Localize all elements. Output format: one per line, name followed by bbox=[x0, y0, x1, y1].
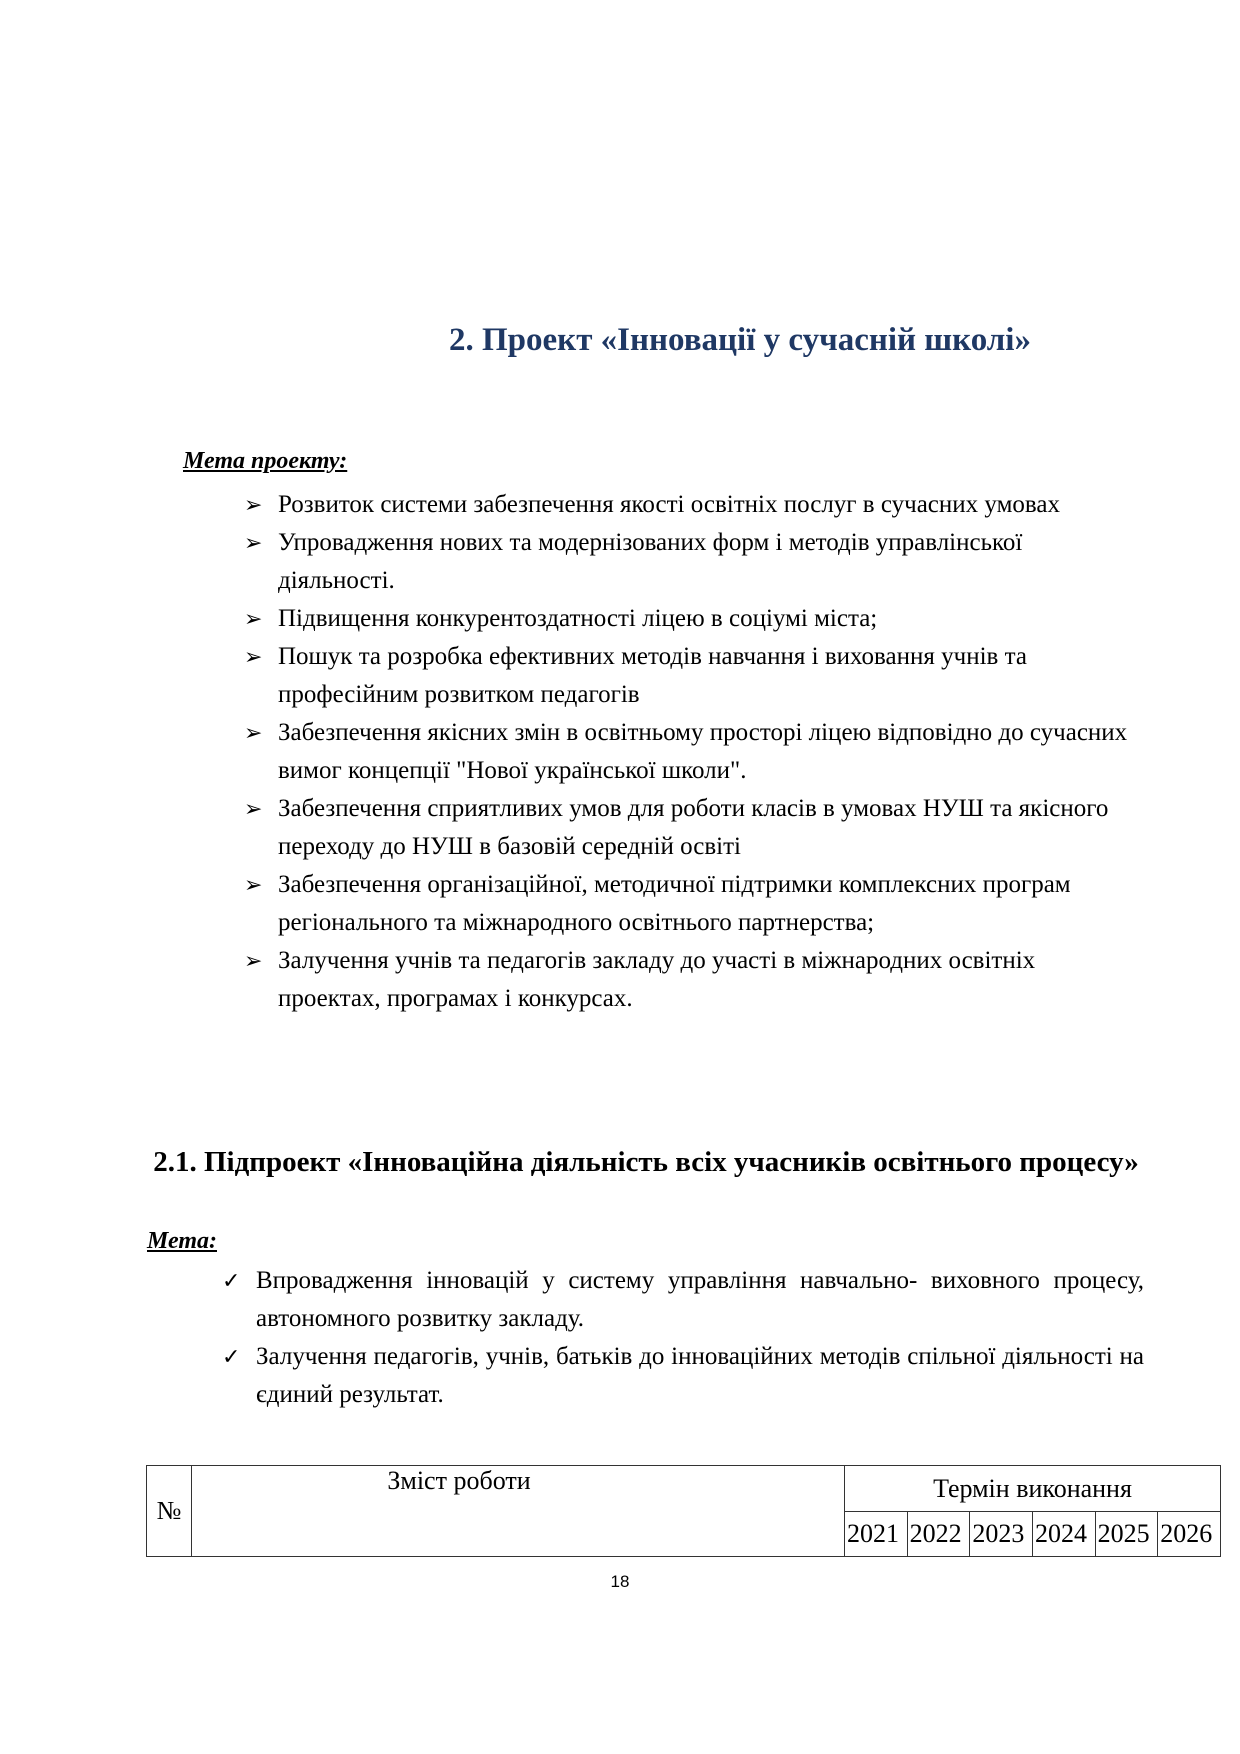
column-header-number: № bbox=[147, 1466, 192, 1557]
section-goal-label: Мета проекту: bbox=[183, 448, 348, 474]
goal-item: ➢ Підвищення конкурентоздатності ліцею в соціумі міста; bbox=[244, 600, 1144, 638]
goal-item: ✓ Впровадження інновацій у систему управління навчально- виховного процесу, автономного розвитку закладу. bbox=[222, 1262, 1144, 1338]
goal-item: ➢ Розвиток системи забезпечення якості освітніх послуг в сучасних умовах bbox=[244, 486, 1144, 524]
goal-item: ✓ Залучення педагогів, учнів, батьків до інноваційних методів спільної діяльності на єдиний результат. bbox=[222, 1338, 1144, 1414]
goal-item: ➢ Забезпечення організаційної, методичної підтримки комплексних програм регіонального та міжнародного освітнього партнерства; bbox=[244, 866, 1144, 942]
arrowhead-bullet-icon: ➢ bbox=[244, 492, 263, 517]
page-number: 18 bbox=[610, 1572, 630, 1591]
subsection-goals-list bbox=[222, 1262, 1144, 1414]
year-cell: 2026 bbox=[1158, 1512, 1221, 1557]
arrowhead-bullet-icon: ➢ bbox=[244, 948, 263, 973]
goal-item: ➢ Забезпечення сприятливих умов для роботи класів в умовах НУШ та якісного переходу до НУШ в базовій середній освіті bbox=[244, 790, 1144, 866]
column-header-term: Термін виконання bbox=[845, 1466, 1221, 1512]
arrowhead-bullet-icon: ➢ bbox=[244, 796, 263, 821]
column-header-content: Зміст роботи bbox=[192, 1466, 845, 1557]
arrowhead-bullet-icon: ➢ bbox=[244, 720, 263, 745]
work-plan-table bbox=[146, 1465, 1221, 1557]
arrowhead-bullet-icon: ➢ bbox=[244, 644, 263, 669]
goal-item: ➢ Залучення учнів та педагогів закладу до участі в міжнародних освітніх проектах, програмах і конкурсах. bbox=[244, 942, 1144, 1018]
year-cell: 2025 bbox=[1095, 1512, 1158, 1557]
arrowhead-bullet-icon: ➢ bbox=[244, 530, 263, 555]
section-title: 2. Проект «Інновації у сучасній школі» bbox=[449, 322, 1031, 358]
goal-item: ➢ Упровадження нових та модернізованих форм і методів управлінської діяльності. bbox=[244, 524, 1144, 600]
subsection-title: 2.1. Підпроект «Інноваційна діяльність всіх учасників освітнього процесу» bbox=[153, 1146, 1139, 1178]
goal-item: ➢ Забезпечення якісних змін в освітньому просторі ліцею відповідно до сучасних вимог концепції "Нової української школи". bbox=[244, 714, 1144, 790]
goal-item: ➢ Пошук та розробка ефективних методів навчання і виховання учнів та професійним розвитком педагогів bbox=[244, 638, 1144, 714]
section-goals-list bbox=[244, 486, 1144, 1018]
table-header-row bbox=[147, 1466, 1221, 1512]
year-cell: 2023 bbox=[970, 1512, 1033, 1557]
year-cell: 2024 bbox=[1032, 1512, 1095, 1557]
arrowhead-bullet-icon: ➢ bbox=[244, 872, 263, 897]
year-cell: 2022 bbox=[907, 1512, 970, 1557]
arrowhead-bullet-icon: ➢ bbox=[244, 606, 263, 631]
subsection-goal-label: Мета: bbox=[147, 1228, 217, 1254]
checkmark-bullet-icon: ✓ bbox=[222, 1344, 241, 1369]
year-cell: 2021 bbox=[845, 1512, 908, 1557]
checkmark-bullet-icon: ✓ bbox=[222, 1268, 241, 1293]
